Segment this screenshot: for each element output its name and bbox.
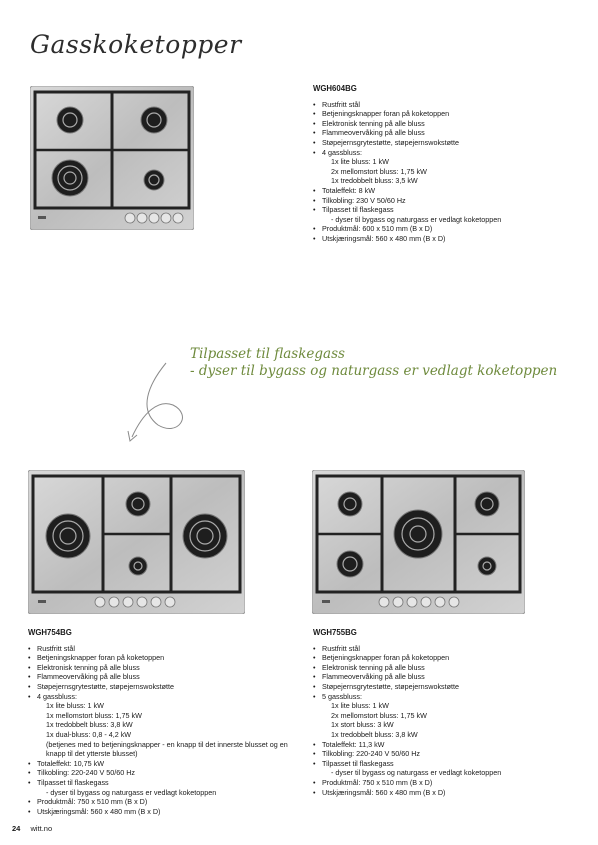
spec-item-detail: - dyser til bygass og naturgass er vedlagt koketoppen [331,768,502,778]
spec-item [313,740,563,750]
spec-item-text: Utskjæringsmål: 560 x 480 mm (B x D) [37,806,161,816]
spec-item [313,778,563,788]
hob-image-wgh604bg [30,86,194,230]
page-footer [12,824,52,833]
spec-item-detail: 1x lite bluss: 1 kW 2x mellomstort bluss: 1,75 kW 1x stort bluss: 3 kW 1x tredobbelt bluss: 3,8 kW [331,701,427,739]
spec-item-text: Produktmål: 600 x 510 mm (B x D) [322,224,433,234]
spec-item [313,749,563,759]
spec-item-text: Elektronisk tenning på alle bluss [322,118,425,128]
spec-item [313,205,553,224]
spec-list [313,100,553,244]
spec-item-text: Betjeningsknapper foran på koketoppen [322,109,450,119]
spec-item-detail: - dyser til bygass og naturgass er vedlagt koketoppen [331,214,502,224]
spec-item-text: Elektronisk tenning på alle bluss [37,662,140,672]
product-model: WGH754BG [28,628,72,637]
spec-item-text: Tilpasset til flaskegass [322,758,394,768]
spec-item-text: Tilpasset til flaskegass [322,205,394,215]
spec-item-detail: - dyser til bygass og naturgass er vedlagt koketoppen [46,787,217,797]
spec-item [313,653,563,663]
spec-item [313,644,563,654]
spec-item [313,672,563,682]
spec-item [313,692,563,740]
spec-item-text: Støpejernsgrytestøtte, støpejernswokstøtte [37,681,175,691]
spec-item [313,234,553,244]
spec-item-text: Tilkobling: 220-240 V 50/60 Hz [37,768,136,778]
spec-item [28,672,298,682]
product-spec-wgh755bg [313,628,563,797]
spec-item-text: 4 gassbluss: [37,691,77,701]
spec-item [313,100,553,110]
spec-item-text: Flammeovervåking på alle bluss [37,672,140,682]
spec-item [28,682,298,692]
spec-item [313,109,553,119]
spec-item-text: Støpejernsgrytestøtte, støpejernswokstøtte [322,137,460,147]
spec-item [28,653,298,663]
spec-item-text: Flammeovervåking på alle bluss [322,128,425,138]
spec-item [313,119,553,129]
spec-item-text: Utskjæringsmål: 560 x 480 mm (B x D) [322,233,446,243]
spec-item-text: Tilpasset til flaskegass [37,777,109,787]
spec-item-text: Støpejernsgrytestøtte, støpejernswokstøtte [322,681,460,691]
spec-item-text: Utskjæringsmål: 560 x 480 mm (B x D) [322,787,446,797]
spec-item [28,644,298,654]
spec-item [28,807,298,817]
spec-item [313,682,563,692]
spec-item-text: 4 gassbluss: [322,147,362,157]
product-spec-wgh604bg [313,84,553,244]
spec-item-text: Produktmål: 750 x 510 mm (B x D) [322,777,433,787]
spec-item-text: Elektronisk tenning på alle bluss [322,662,425,672]
spec-item [28,759,298,769]
spec-item-text: Rustfritt stål [37,643,75,653]
page-title: Gasskoketopper [30,30,242,59]
spec-item [28,663,298,673]
spec-item [313,663,563,673]
spec-item [313,788,563,798]
product-model: WGH604BG [313,84,357,93]
spec-item-text: Rustfritt stål [322,99,360,109]
spec-item-text: Totaleffekt: 8 kW [322,185,375,195]
product-model: WGH755BG [313,628,357,637]
spec-item-text: Totaleffekt: 10,75 kW [37,758,104,768]
spec-item [313,148,553,186]
spec-item-text: Produktmål: 750 x 510 mm (B x D) [37,797,148,807]
product-spec-wgh754bg [28,628,298,816]
spec-item [28,692,298,759]
spec-item-text: Betjeningsknapper foran på koketoppen [322,653,450,663]
spec-item [313,186,553,196]
spec-item-text: Flammeovervåking på alle bluss [322,672,425,682]
spec-item-text: Totaleffekt: 11,3 kW [322,739,385,749]
spec-item-text: Tilkobling: 220-240 V 50/60 Hz [322,749,421,759]
callout-line-2: - dyser til bygass og naturgass er vedlagt koketoppen [190,363,558,379]
callout-line-1: Tilpasset til flaskegass [190,346,345,362]
spec-item [313,759,563,778]
spec-item-text: Betjeningsknapper foran på koketoppen [37,653,165,663]
spec-item-detail: 1x lite bluss: 1 kW 1x mellomstort bluss: 1,75 kW 1x tredobbelt bluss: 3,8 kW 1x dual-bluss: 0,8 - 4,2 kW (betjenes med to betjeningsknapper - en knapp til det innerste blusset og en knapp til det ytterste blusset) [46,701,288,759]
spec-item [313,224,553,234]
page-number: 24 [12,824,21,833]
spec-list [313,644,563,798]
hob-image-wgh754bg [28,470,245,614]
site-name: witt.no [30,824,53,833]
spec-item-detail: 1x lite bluss: 1 kW 2x mellomstort bluss: 1,75 kW 1x tredobbelt bluss: 3,5 kW [331,157,427,186]
spec-item-text: Tilkobling: 230 V 50/60 Hz [322,195,406,205]
spec-list [28,644,298,817]
flaskegass-callout [190,346,557,380]
spec-item [313,128,553,138]
spec-item-text: Rustfritt stål [322,643,360,653]
spec-item [28,797,298,807]
spec-item [313,138,553,148]
spec-item [28,768,298,778]
spec-item [28,778,298,797]
spec-item [313,196,553,206]
spec-item-text: 5 gassbluss: [322,691,362,701]
hob-image-wgh755bg [312,470,525,614]
